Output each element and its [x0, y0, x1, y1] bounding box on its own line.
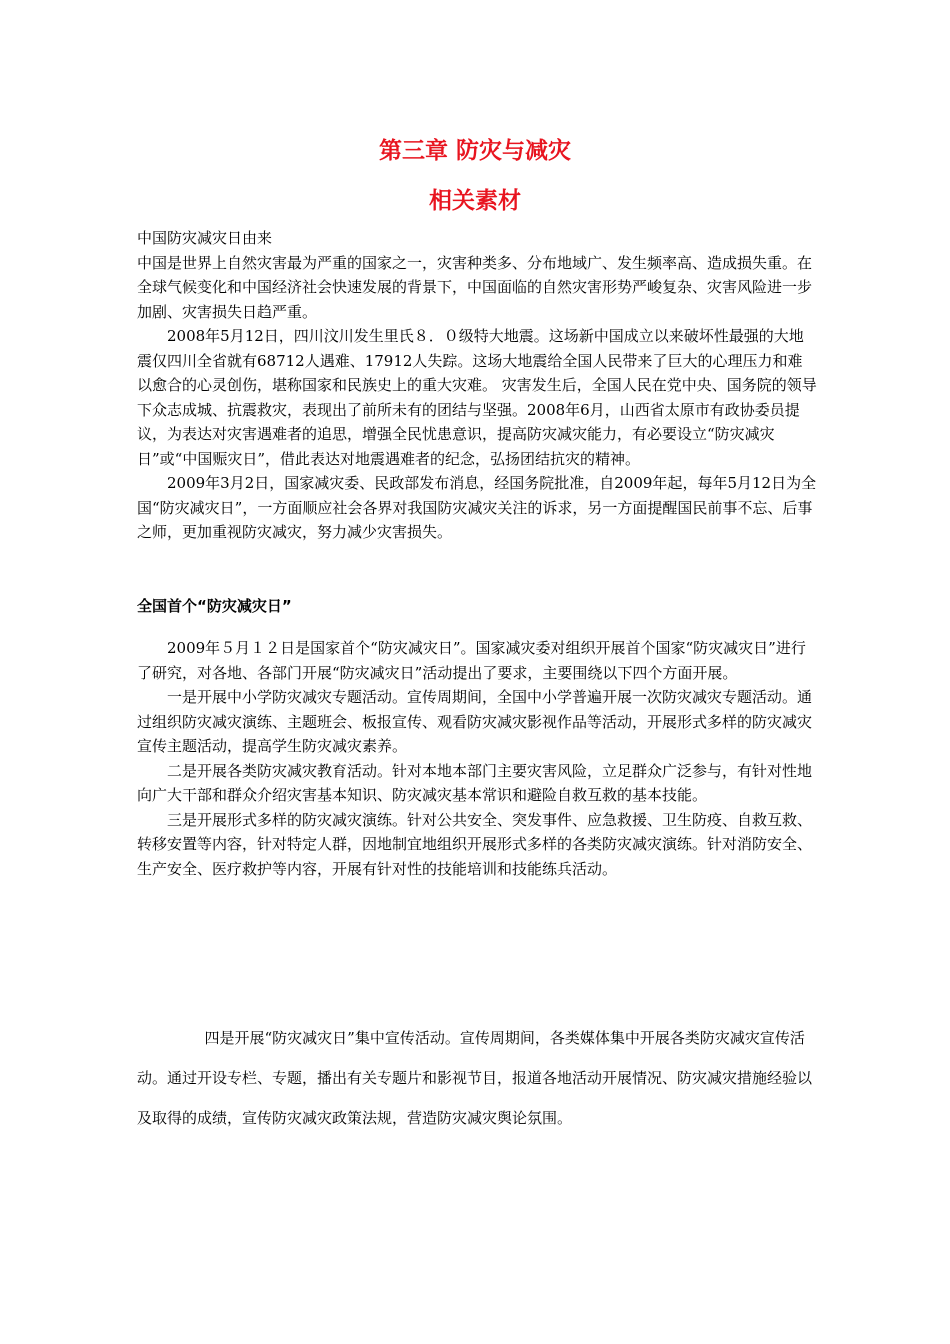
- page-subtitle: 相关素材: [429, 188, 521, 214]
- paragraph: 中国是世界上自然灾害最为严重的国家之一，灾害种类多、分布地域广、发生频率高、造成损失重。在全球气候变化和中国经济社会快速发展的背景下，中国面临的自然灾害形势严峻复杂、灾害风险进一步加剧、灾害损失日趋严重。: [137, 253, 813, 321]
- paragraph: 2009年3月2日，国家减灾委、民政部发布消息，经国务院批准，自2009年起，每年5月12日为全国“防灾减灾日”，一方面顺应社会各界对我国防灾减灾关注的诉求，另一方面提醒国民前事不忘、后事之师，更加重视防灾减灾，努力减少灾害损失。: [137, 474, 817, 541]
- section-first-day-last: [137, 1018, 817, 1138]
- paragraph: 2008年5月12日，四川汶川发生里氏８．０级特大地震。这场新中国成立以来破坏性最强的大地震仅四川全省就有68712人遇难、17912人失踪。这场大地震给全国人民带来了巨大的心理压力和难以愈合的心灵创伤，堪称国家和民族史上的重大灾难。 灾害发生后，全国人民在党中央、国务院的领导下众志成城、抗震救灾，表现出了前所未有的团结与坚强。2008年6月，山西省太原市有政协委员提议，为表达对灾害遇难者的追思，增强全民忧患意识，提高防灾减灾能力，有必要设立“防灾减灾日”或“中国赈灾日”，借此表达对地震遇难者的纪念，弘扬团结抗灾的精神。: [137, 327, 817, 468]
- paragraph: 四是开展“防灾减灾日”集中宣传活动。宣传周期间，各类媒体集中开展各类防灾减灾宣传活动。通过开设专栏、专题，播出有关专题片和影视节目，报道各地活动开展情况、防灾减灾措施经验以及取得的成绩，宣传防灾减灾政策法规，营造防灾减灾舆论氛围。: [137, 1029, 813, 1127]
- page-title: 第三章 防灾与减灾: [378, 138, 571, 164]
- paragraph: 一是开展中小学防灾减灾专题活动。宣传周期间，全国中小学普遍开展一次防灾减灾专题活动。通过组织防灾减灾演练、主题班会、板报宣传、观看防灾减灾影视作品等活动，开展形式多样的防灾减灾宣传主题活动，提高学生防灾减灾素养。: [137, 688, 813, 755]
- paragraph: 三是开展形式多样的防灾减灾演练。针对公共安全、突发事件、应急救援、卫生防疫、自救互救、转移安置等内容，针对特定人群，因地制宜地组织开展形式多样的各类防灾减灾演练。针对消防安全、生产安全、医疗救护等内容，开展有针对性的技能培训和技能练兵活动。: [137, 810, 813, 878]
- paragraph: 2009年５月１２日是国家首个“防灾减灾日”。国家减灾委对组织开展首个国家“防灾减灾日”进行了研究，对各地、各部门开展“防灾减灾日”活动提出了要求，主要围绕以下四个方面开展。: [137, 639, 806, 682]
- section-first-day: [137, 636, 817, 881]
- paragraph: 二是开展各类防灾减灾教育活动。针对本地本部门主要灾害风险，立足群众广泛参与，有针对性地向广大干部和群众介绍灾害基本知识、防灾减灾基本常识和避险自救互救的基本技能。: [137, 761, 813, 804]
- section-origin: [137, 226, 817, 545]
- section-heading: 中国防灾减灾日由来: [137, 229, 273, 247]
- section-heading: 全国首个“防灾减灾日”: [137, 597, 292, 615]
